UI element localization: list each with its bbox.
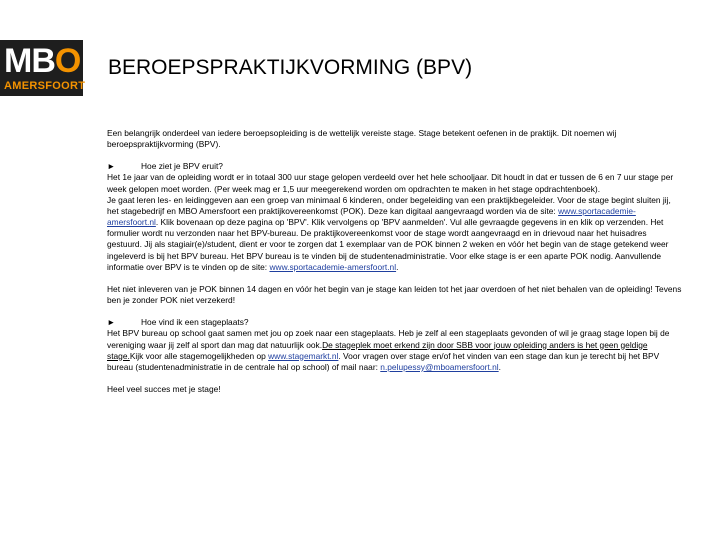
bullet-icon: ► (107, 317, 116, 328)
section1-paragraph2: Je gaat leren les- en leidinggeven aan een groep van minimaal 6 kinderen, onder begeleiding van een praktijkbegeleider. Voor de stage begint sluiten jij, het stagebedrijf en MBO Amersfoort een praktijkovereenkomst (POK). Deze kan digitaal aangevraagd worden via de site: www.sportacademie-amersfoort.nl. Klik bovenaan op deze pagina op 'BPV'. Klik vervolgens op 'BPV aanmelden'. Vul alle gevraagde gegevens in en klik op verzenden. Het formulier wordt nu verzonden naar het BPV-bureau. De praktijkovereenkomst voor de stage wordt aangevraagd en in drievoud naar het huisadres gestuurd. Jij als stagiair(e)/student, dient er voor te zorgen dat 1 exemplaar van de POK binnen 2 weken en vóór het begin van de stage getekend weer ingeleverd is bij het BPV bureau. Het BPV bureau is te vinden bij de studentenadministratie. Voor elke stage is er een aparte POK nodig. Aanvullende informatie over BPV is te vinden op de site: www.sportacademie-amersfoort.nl. (107, 194, 671, 272)
closing-line: Heel veel succes met je stage! (107, 383, 221, 394)
bullet-icon: ► (107, 161, 116, 172)
warning-paragraph: Het niet inleveren van je POK binnen 14 dagen en vóór het begin van je stage kan leiden tot het jaar overdoen of het niet behalen van de opleiding! Tevens ben je zonder POK niet verzekerd! (107, 283, 682, 306)
section2-paragraph: Het BPV bureau op school gaat samen met jou op zoek naar een stageplaats. Heb je zelf al een stageplaats gevonden of wil je graag stage lopen bij de vereniging waar jij zelf al sport dan mag dat natuurlijk ook.De stageplek moet erkend zijn door SBB voor jouw opleiding anders is het geen geldige stage.Kijk voor alle stagemogelijkheden op www.stagemarkt.nl. Voor vragen over stage en/of het vinden van een stage dan kun je terecht bij het BPV bureau (studentenadministratie in de centrale hal op school) of mail naar: n.pelupessy@mboamersfoort.nl. (107, 328, 670, 372)
sportacademie-link[interactable]: www.sportacademie-amersfoort.nl (107, 205, 636, 228)
section1-paragraph1: Het 1e jaar van de opleiding wordt er in totaal 300 uur stage gelopen verdeeld over het hele schooljaar. Dit houdt in dat er tussen de 6 en 7 uur stage per week gelopen moet worden. (Per week mag er 1,5 uur meegerekend worden om opdrachten te maken in het stage opdrachtenboek). (107, 172, 674, 194)
mbo-amersfoort-logo (0, 40, 86, 96)
logo-o: O (54, 42, 81, 80)
logo-mb: MB (4, 42, 55, 80)
sportacademie-link-2[interactable]: www.sportacademie-amersfoort.nl (269, 261, 397, 272)
stagemarkt-link[interactable]: www.stagemarkt.nl (268, 350, 339, 361)
sbb-requirement: De stageplek moet erkend zijn door SBB voor jouw opleiding anders is het geen geldige stage. (107, 339, 648, 361)
section2-heading (107, 317, 683, 328)
section1-heading-text: Hoe ziet je BPV eruit? (141, 161, 223, 172)
document-body (107, 128, 683, 395)
page-title: BEROEPSPRAKTIJKVORMING (BPV) (108, 56, 473, 79)
section2-heading-text: Hoe vind ik een stageplaats? (141, 317, 249, 328)
intro-paragraph: Een belangrijk onderdeel van iedere beroepsopleiding is de wettelijk vereiste stage. Stage betekent oefenen in de praktijk. Dit noemen wij beroepspraktijkvorming (BPV). (107, 128, 617, 150)
section1-heading (107, 161, 683, 172)
logo-subtitle: AMERSFOORT (4, 80, 86, 92)
email-link[interactable]: n.pelupessy@mboamersfoort.nl (380, 361, 499, 372)
